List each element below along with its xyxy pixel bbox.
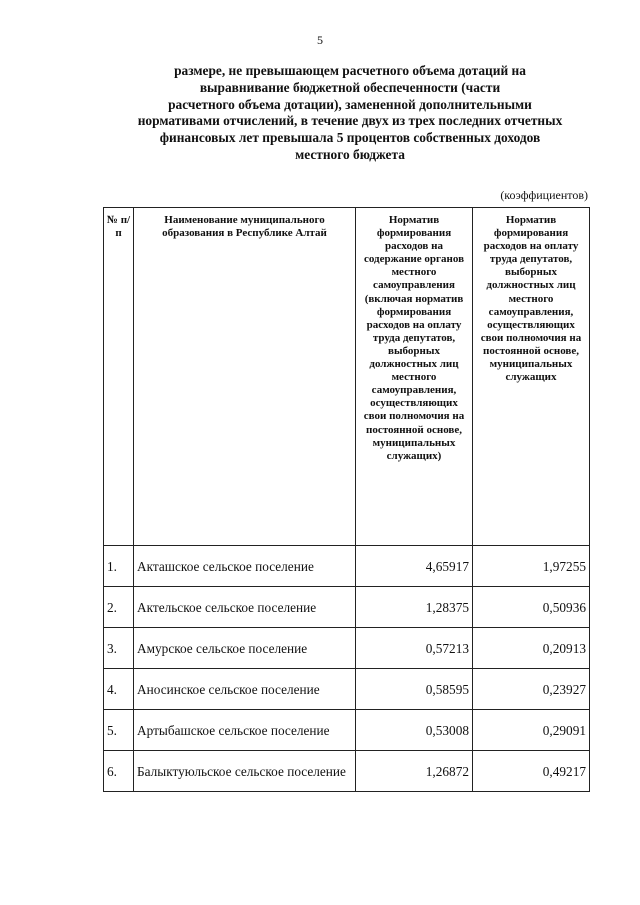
unit-note: (коэффициентов) xyxy=(500,188,588,202)
norm-maintenance-value: 0,53008 xyxy=(356,710,473,751)
municipality-name: Артыбашское сельское поселение xyxy=(134,710,356,751)
table-row xyxy=(104,546,590,587)
row-number: 2. xyxy=(104,587,134,628)
row-number: 3. xyxy=(104,628,134,669)
heading-line: нормативами отчислений, в течение двух из трех последних отчетных xyxy=(137,113,563,129)
table-row xyxy=(104,710,590,751)
norm-salary-value: 0,50936 xyxy=(473,587,590,628)
heading-line: размере, не превышающем расчетного объема дотаций на xyxy=(174,63,526,78)
norm-maintenance-value: 0,58595 xyxy=(356,669,473,710)
coefficients-table xyxy=(103,207,590,792)
municipality-name: Акташское сельское поселение xyxy=(134,546,356,587)
norm-salary-value: 1,97255 xyxy=(473,546,590,587)
table-row xyxy=(104,751,590,792)
norm-salary-value: 0,29091 xyxy=(473,710,590,751)
row-number: 1. xyxy=(104,546,134,587)
row-number: 4. xyxy=(104,669,134,710)
norm-salary-value: 0,23927 xyxy=(473,669,590,710)
heading-line: финансовых лет превышала 5 процентов собственных доходов xyxy=(159,130,541,146)
table-header-row xyxy=(104,208,590,546)
municipality-name: Актельское сельское поселение xyxy=(134,587,356,628)
norm-maintenance-value: 1,28375 xyxy=(356,587,473,628)
norm-maintenance-value: 0,57213 xyxy=(356,628,473,669)
header-norm-maintenance: Норматив формирования расходов на содержание органов местного самоуправления (включая норматив формирования расходов на оплату труда депутатов, выборных должностных лиц местного самоуправления, осуществляющих свои полномочия на постоянной основе, муниципальных служащих) xyxy=(356,208,473,546)
row-number: 6. xyxy=(104,751,134,792)
heading-line: местного бюджета xyxy=(295,146,405,162)
municipality-name: Амурское сельское поселение xyxy=(134,628,356,669)
municipality-name: Аносинское сельское поселение xyxy=(134,669,356,710)
table-row xyxy=(104,587,590,628)
heading-line: расчетного объема дотации), замененной дополнительными xyxy=(168,96,532,112)
norm-maintenance-value: 4,65917 xyxy=(356,546,473,587)
section-heading xyxy=(100,63,600,164)
page-number: 5 xyxy=(317,33,323,47)
row-number: 5. xyxy=(104,710,134,751)
table-row xyxy=(104,669,590,710)
municipality-name: Балыктуюльское сельское поселение xyxy=(134,751,356,792)
table-row xyxy=(104,628,590,669)
header-norm-salary: Норматив формирования расходов на оплату труда депутатов, выборных должностных лиц местного самоуправления, осуществляющих свои полномочия на постоянной основе, муниципальных служащих xyxy=(473,208,590,546)
header-municipality-name: Наименование муниципального образования в Республике Алтай xyxy=(134,208,356,546)
norm-salary-value: 0,49217 xyxy=(473,751,590,792)
heading-line: выравнивание бюджетной обеспеченности (части xyxy=(199,79,501,95)
header-number: № п/п xyxy=(104,208,134,546)
norm-maintenance-value: 1,26872 xyxy=(356,751,473,792)
norm-salary-value: 0,20913 xyxy=(473,628,590,669)
